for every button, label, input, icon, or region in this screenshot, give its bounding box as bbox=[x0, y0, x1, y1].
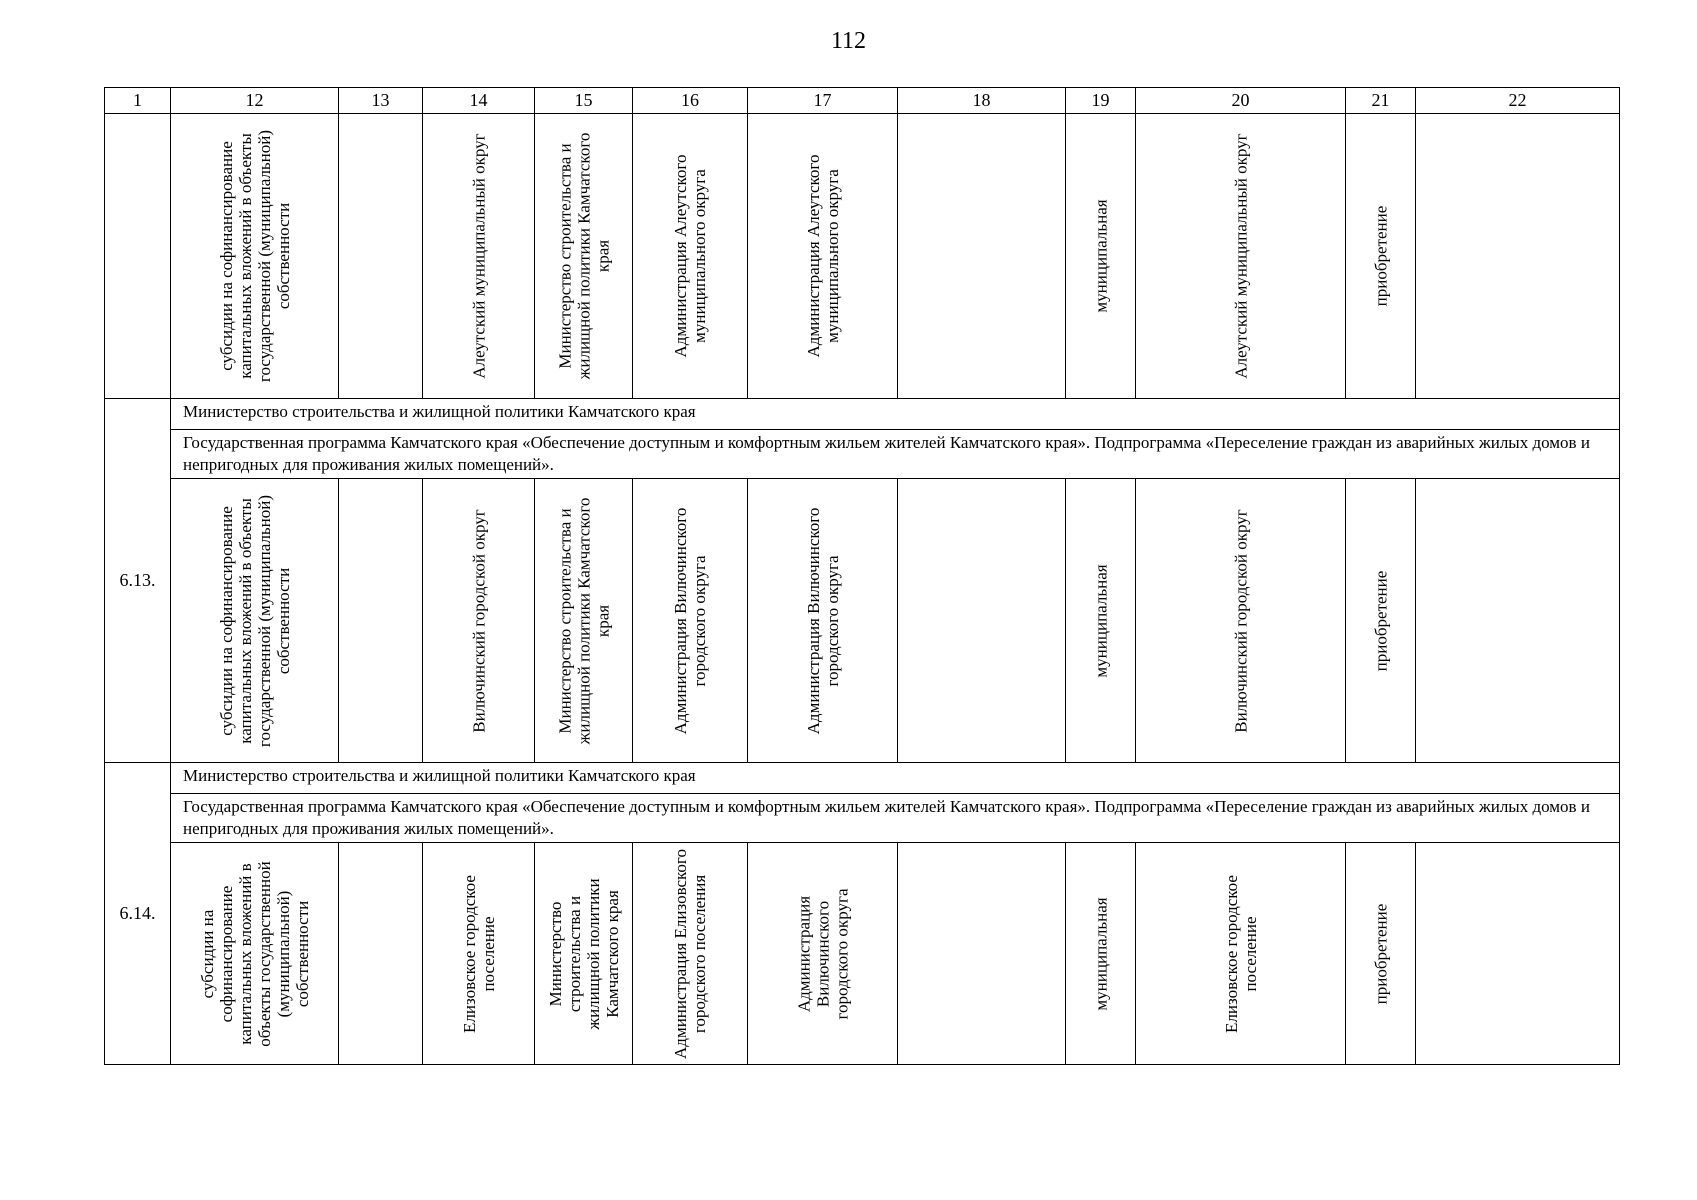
ownership-cell: муниципальная bbox=[1066, 114, 1136, 399]
table-row bbox=[105, 763, 1620, 794]
admin-cell: Администрация Вилючинского городского округа bbox=[748, 479, 898, 763]
funding-type-cell: субсидии на софинансирование капитальных вложений в объекты государственной (муниципальной) собственности bbox=[171, 843, 339, 1065]
column-header-row bbox=[105, 88, 1620, 114]
action-cell: приобретение bbox=[1346, 479, 1416, 763]
empty-cell bbox=[1416, 114, 1620, 399]
table-row bbox=[105, 843, 1620, 1065]
column-header: 20 bbox=[1136, 88, 1346, 114]
empty-cell bbox=[898, 843, 1066, 1065]
table-row bbox=[105, 430, 1620, 479]
row-number: 6.14. bbox=[105, 763, 171, 1065]
ministry-cell: Министерство строительства и жилищной политики Камчатского края bbox=[535, 843, 633, 1065]
municipality-cell: Вилючинский городской округ bbox=[1136, 479, 1346, 763]
ministry-cell: Министерство строительства и жилищной политики Камчатского края bbox=[535, 114, 633, 399]
municipality-cell: Вилючинский городской округ bbox=[423, 479, 535, 763]
column-header: 16 bbox=[633, 88, 748, 114]
row-number: 6.13. bbox=[105, 399, 171, 763]
column-header: 17 bbox=[748, 88, 898, 114]
ownership-cell: муниципальная bbox=[1066, 479, 1136, 763]
column-header: 18 bbox=[898, 88, 1066, 114]
ministry-header: Министерство строительства и жилищной политики Камчатского края bbox=[171, 763, 1620, 794]
municipality-cell: Алеутский муниципальный округ bbox=[1136, 114, 1346, 399]
empty-cell bbox=[898, 479, 1066, 763]
action-cell: приобретение bbox=[1346, 114, 1416, 399]
empty-cell bbox=[339, 843, 423, 1065]
admin-cell: Администрация Вилючинского городского округа bbox=[748, 843, 898, 1065]
admin-cell: Администрация Алеутского муниципального округа bbox=[633, 114, 748, 399]
column-header: 21 bbox=[1346, 88, 1416, 114]
municipality-cell: Елизовское городское поселение bbox=[423, 843, 535, 1065]
funding-type: субсидии на софинансирование капитальных вложений в объекты государственной (муниципальной) собственности bbox=[216, 129, 293, 383]
page-number: 112 bbox=[830, 28, 867, 54]
table-row bbox=[105, 399, 1620, 430]
table-row bbox=[105, 114, 1620, 399]
admin-cell: Администрация Елизовского городского поселения bbox=[633, 843, 748, 1065]
column-header: 1 bbox=[105, 88, 171, 114]
table-row bbox=[105, 479, 1620, 763]
empty-cell bbox=[1416, 843, 1620, 1065]
ministry-cell: Министерство строительства и жилищной политики Камчатского края bbox=[535, 479, 633, 763]
column-header: 19 bbox=[1066, 88, 1136, 114]
funding-type-cell bbox=[171, 114, 339, 399]
column-header: 22 bbox=[1416, 88, 1620, 114]
column-header: 14 bbox=[423, 88, 535, 114]
column-header: 13 bbox=[339, 88, 423, 114]
row-number-cell bbox=[105, 114, 171, 399]
admin-cell: Администрация Алеутского муниципального округа bbox=[748, 114, 898, 399]
empty-cell bbox=[1416, 479, 1620, 763]
action-cell: приобретение bbox=[1346, 843, 1416, 1065]
funding-type-cell: субсидии на софинансирование капитальных вложений в объекты государственной (муниципальной) собственности bbox=[171, 479, 339, 763]
data-table bbox=[104, 87, 1620, 1065]
ownership-cell: муниципальная bbox=[1066, 843, 1136, 1065]
ministry-header: Министерство строительства и жилищной политики Камчатского края bbox=[171, 399, 1620, 430]
municipality-cell: Алеутский муниципальный округ bbox=[423, 114, 535, 399]
municipality-cell: Елизовское городское поселение bbox=[1136, 843, 1346, 1065]
program-description: Государственная программа Камчатского края «Обеспечение доступным и комфортным жильем жителей Камчатского края». Подпрограмма «Переселение граждан из аварийных жилых домов и непригодных для проживания жилых помещений». bbox=[171, 794, 1620, 843]
program-description: Государственная программа Камчатского края «Обеспечение доступным и комфортным жильем жителей Камчатского края». Подпрограмма «Переселение граждан из аварийных жилых домов и непригодных для проживания жилых помещений». bbox=[171, 430, 1620, 479]
admin-cell: Администрация Вилючинского городского округа bbox=[633, 479, 748, 763]
empty-cell bbox=[339, 114, 423, 399]
empty-cell bbox=[339, 479, 423, 763]
column-header: 12 bbox=[171, 88, 339, 114]
empty-cell bbox=[898, 114, 1066, 399]
column-header: 15 bbox=[535, 88, 633, 114]
table-row bbox=[105, 794, 1620, 843]
